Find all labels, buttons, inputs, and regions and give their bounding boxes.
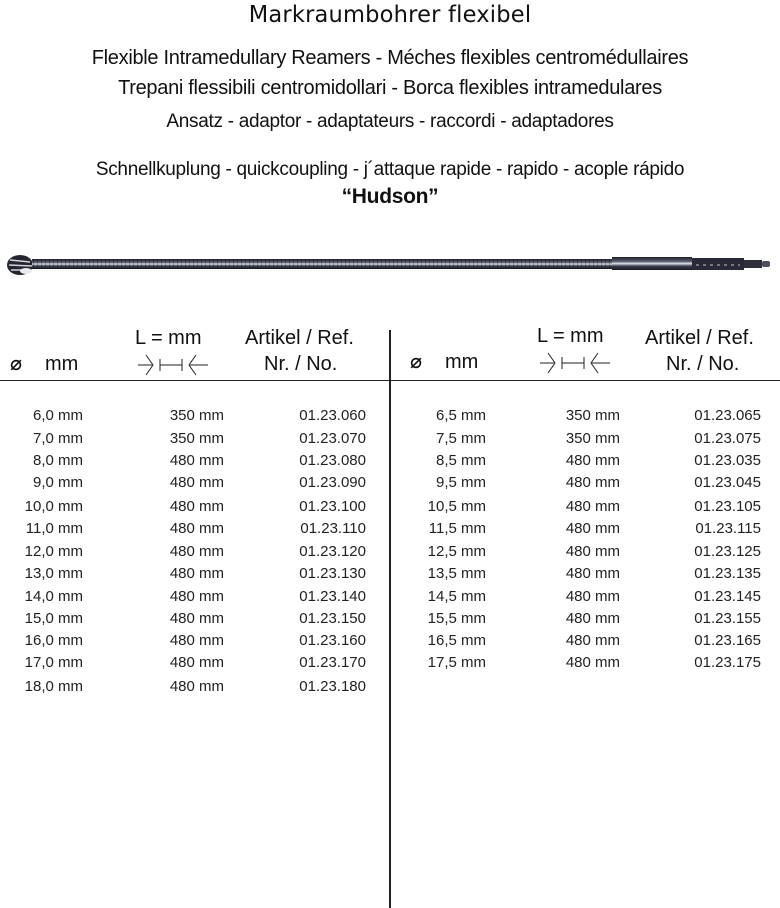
- length-cell: 480 mm: [565, 543, 620, 560]
- diameter-cell: 14,5 mm: [427, 588, 486, 605]
- page-title: Markraumbohrer flexibel: [248, 2, 532, 28]
- subtitle-line-3: Ansatz - adaptor - adaptateurs - raccordi - adaptadores: [166, 111, 614, 132]
- length-cell: 480 mm: [169, 498, 224, 515]
- table-row: [0, 630, 780, 652]
- length-cell: 480 mm: [169, 565, 224, 582]
- ref-header-line-2: Nr. / No.: [666, 353, 740, 375]
- ref-cell: 01.23.130: [299, 565, 366, 582]
- diameter-cell: 10,5 mm: [427, 498, 486, 515]
- length-cell: 480 mm: [565, 610, 620, 627]
- ref-cell: 01.23.165: [694, 632, 761, 649]
- ref-cell: 01.23.115: [695, 520, 761, 537]
- coupling-name: “Hudson”: [341, 185, 439, 208]
- diameter-unit-header: mm: [45, 353, 79, 375]
- length-cell: 350 mm: [565, 430, 620, 447]
- diameter-cell: 7,5 mm: [435, 430, 486, 447]
- ref-cell: 01.23.175: [694, 654, 761, 671]
- diameter-cell: 12,5 mm: [427, 543, 486, 560]
- table-row: [0, 608, 780, 630]
- ref-cell: 01.23.035: [694, 452, 761, 469]
- length-cell: 480 mm: [169, 588, 224, 605]
- length-cell: 350 mm: [169, 430, 224, 447]
- diameter-cell: 13,0 mm: [24, 565, 83, 582]
- table-row: [0, 676, 780, 698]
- ref-cell: 01.23.110: [300, 520, 366, 537]
- length-cell: 480 mm: [565, 520, 620, 537]
- diameter-cell: 16,0 mm: [24, 632, 83, 649]
- length-cell: 350 mm: [169, 407, 224, 424]
- length-cell: 480 mm: [565, 565, 620, 582]
- ref-cell: 01.23.100: [299, 498, 366, 515]
- table-row: [0, 563, 780, 585]
- length-cell: 480 mm: [169, 520, 224, 537]
- diameter-cell: 12,0 mm: [24, 543, 83, 560]
- ref-cell: 01.23.075: [694, 430, 761, 447]
- ref-cell: 01.23.090: [299, 474, 366, 491]
- length-cell: 480 mm: [565, 632, 620, 649]
- ref-cell: 01.23.060: [299, 407, 366, 424]
- table-row: [0, 428, 780, 450]
- ref-header-line-2: Nr. / No.: [264, 353, 338, 375]
- length-cell: 480 mm: [169, 543, 224, 560]
- ref-cell: 01.23.120: [299, 543, 366, 560]
- length-header: L = mm: [135, 327, 202, 349]
- length-cell: 480 mm: [565, 498, 620, 515]
- ref-cell: 01.23.135: [694, 565, 761, 582]
- table-row: [0, 496, 780, 518]
- diameter-cell: 11,5 mm: [428, 520, 486, 537]
- ref-cell: 01.23.155: [694, 610, 761, 627]
- diameter-cell: 8,0 mm: [32, 452, 83, 469]
- diameter-cell: 14,0 mm: [24, 588, 83, 605]
- diameter-unit-header: mm: [445, 351, 479, 373]
- diameter-cell: 7,0 mm: [32, 430, 83, 447]
- ref-header-line-1: Artikel / Ref.: [245, 327, 354, 349]
- diameter-cell: 15,0 mm: [24, 610, 83, 627]
- ref-cell: 01.23.105: [694, 498, 761, 515]
- length-cell: 480 mm: [565, 588, 620, 605]
- length-cell: 480 mm: [169, 452, 224, 469]
- length-cell: 480 mm: [169, 474, 224, 491]
- length-cell: 480 mm: [169, 610, 224, 627]
- diameter-cell: 13,5 mm: [427, 565, 486, 582]
- length-cell: 480 mm: [169, 654, 224, 671]
- length-cell: 480 mm: [169, 678, 224, 695]
- length-cell: 350 mm: [565, 407, 620, 424]
- length-dimension-icon: [540, 352, 614, 379]
- table-row: [0, 405, 780, 427]
- ref-header-line-1: Artikel / Ref.: [645, 327, 754, 349]
- diameter-cell: 6,0 mm: [32, 407, 83, 424]
- diameter-cell: 9,5 mm: [435, 474, 486, 491]
- diameter-cell: 9,0 mm: [32, 474, 83, 491]
- ref-cell: 01.23.170: [299, 654, 366, 671]
- table-row: [0, 518, 780, 540]
- length-header: L = mm: [537, 325, 604, 347]
- diameter-cell: 10,0 mm: [24, 498, 83, 515]
- table-row: [0, 541, 780, 563]
- diameter-icon: ⌀: [410, 351, 423, 373]
- diameter-icon: ⌀: [10, 353, 23, 375]
- table-row: [0, 472, 780, 494]
- ref-cell: 01.23.125: [694, 543, 761, 560]
- diameter-cell: 18,0 mm: [24, 678, 83, 695]
- ref-cell: 01.23.180: [299, 678, 366, 695]
- table-row: [0, 450, 780, 472]
- diameter-cell: 8,5 mm: [435, 452, 486, 469]
- diameter-cell: 11,0 mm: [25, 520, 83, 537]
- subtitle-line-4: Schnellkuplung - quickcoupling - j´attaque rapide - rapido - acople rápido: [95, 159, 685, 180]
- ref-cell: 01.23.150: [299, 610, 366, 627]
- length-cell: 480 mm: [565, 654, 620, 671]
- diameter-cell: 17,5 mm: [427, 654, 486, 671]
- diameter-cell: 17,0 mm: [24, 654, 83, 671]
- length-cell: 480 mm: [169, 632, 224, 649]
- table-row: [0, 652, 780, 674]
- flexible-reamer-image: [4, 248, 774, 278]
- ref-cell: 01.23.160: [299, 632, 366, 649]
- ref-cell: 01.23.065: [694, 407, 761, 424]
- length-cell: 480 mm: [565, 452, 620, 469]
- length-dimension-icon: [138, 354, 212, 381]
- ref-cell: 01.23.140: [299, 588, 366, 605]
- length-cell: 480 mm: [565, 474, 620, 491]
- ref-cell: 01.23.080: [299, 452, 366, 469]
- ref-cell: 01.23.070: [299, 430, 366, 447]
- table-row: [0, 586, 780, 608]
- ref-cell: 01.23.145: [694, 588, 761, 605]
- diameter-cell: 15,5 mm: [427, 610, 486, 627]
- subtitle-line-1: Flexible Intramedullary Reamers - Méches flexibles centromédullaires: [91, 47, 689, 69]
- diameter-cell: 16,5 mm: [427, 632, 486, 649]
- ref-cell: 01.23.045: [694, 474, 761, 491]
- diameter-cell: 6,5 mm: [435, 407, 486, 424]
- subtitle-line-2: Trepani flessibili centromidollari - Borca flexibles intramedulares: [118, 77, 662, 99]
